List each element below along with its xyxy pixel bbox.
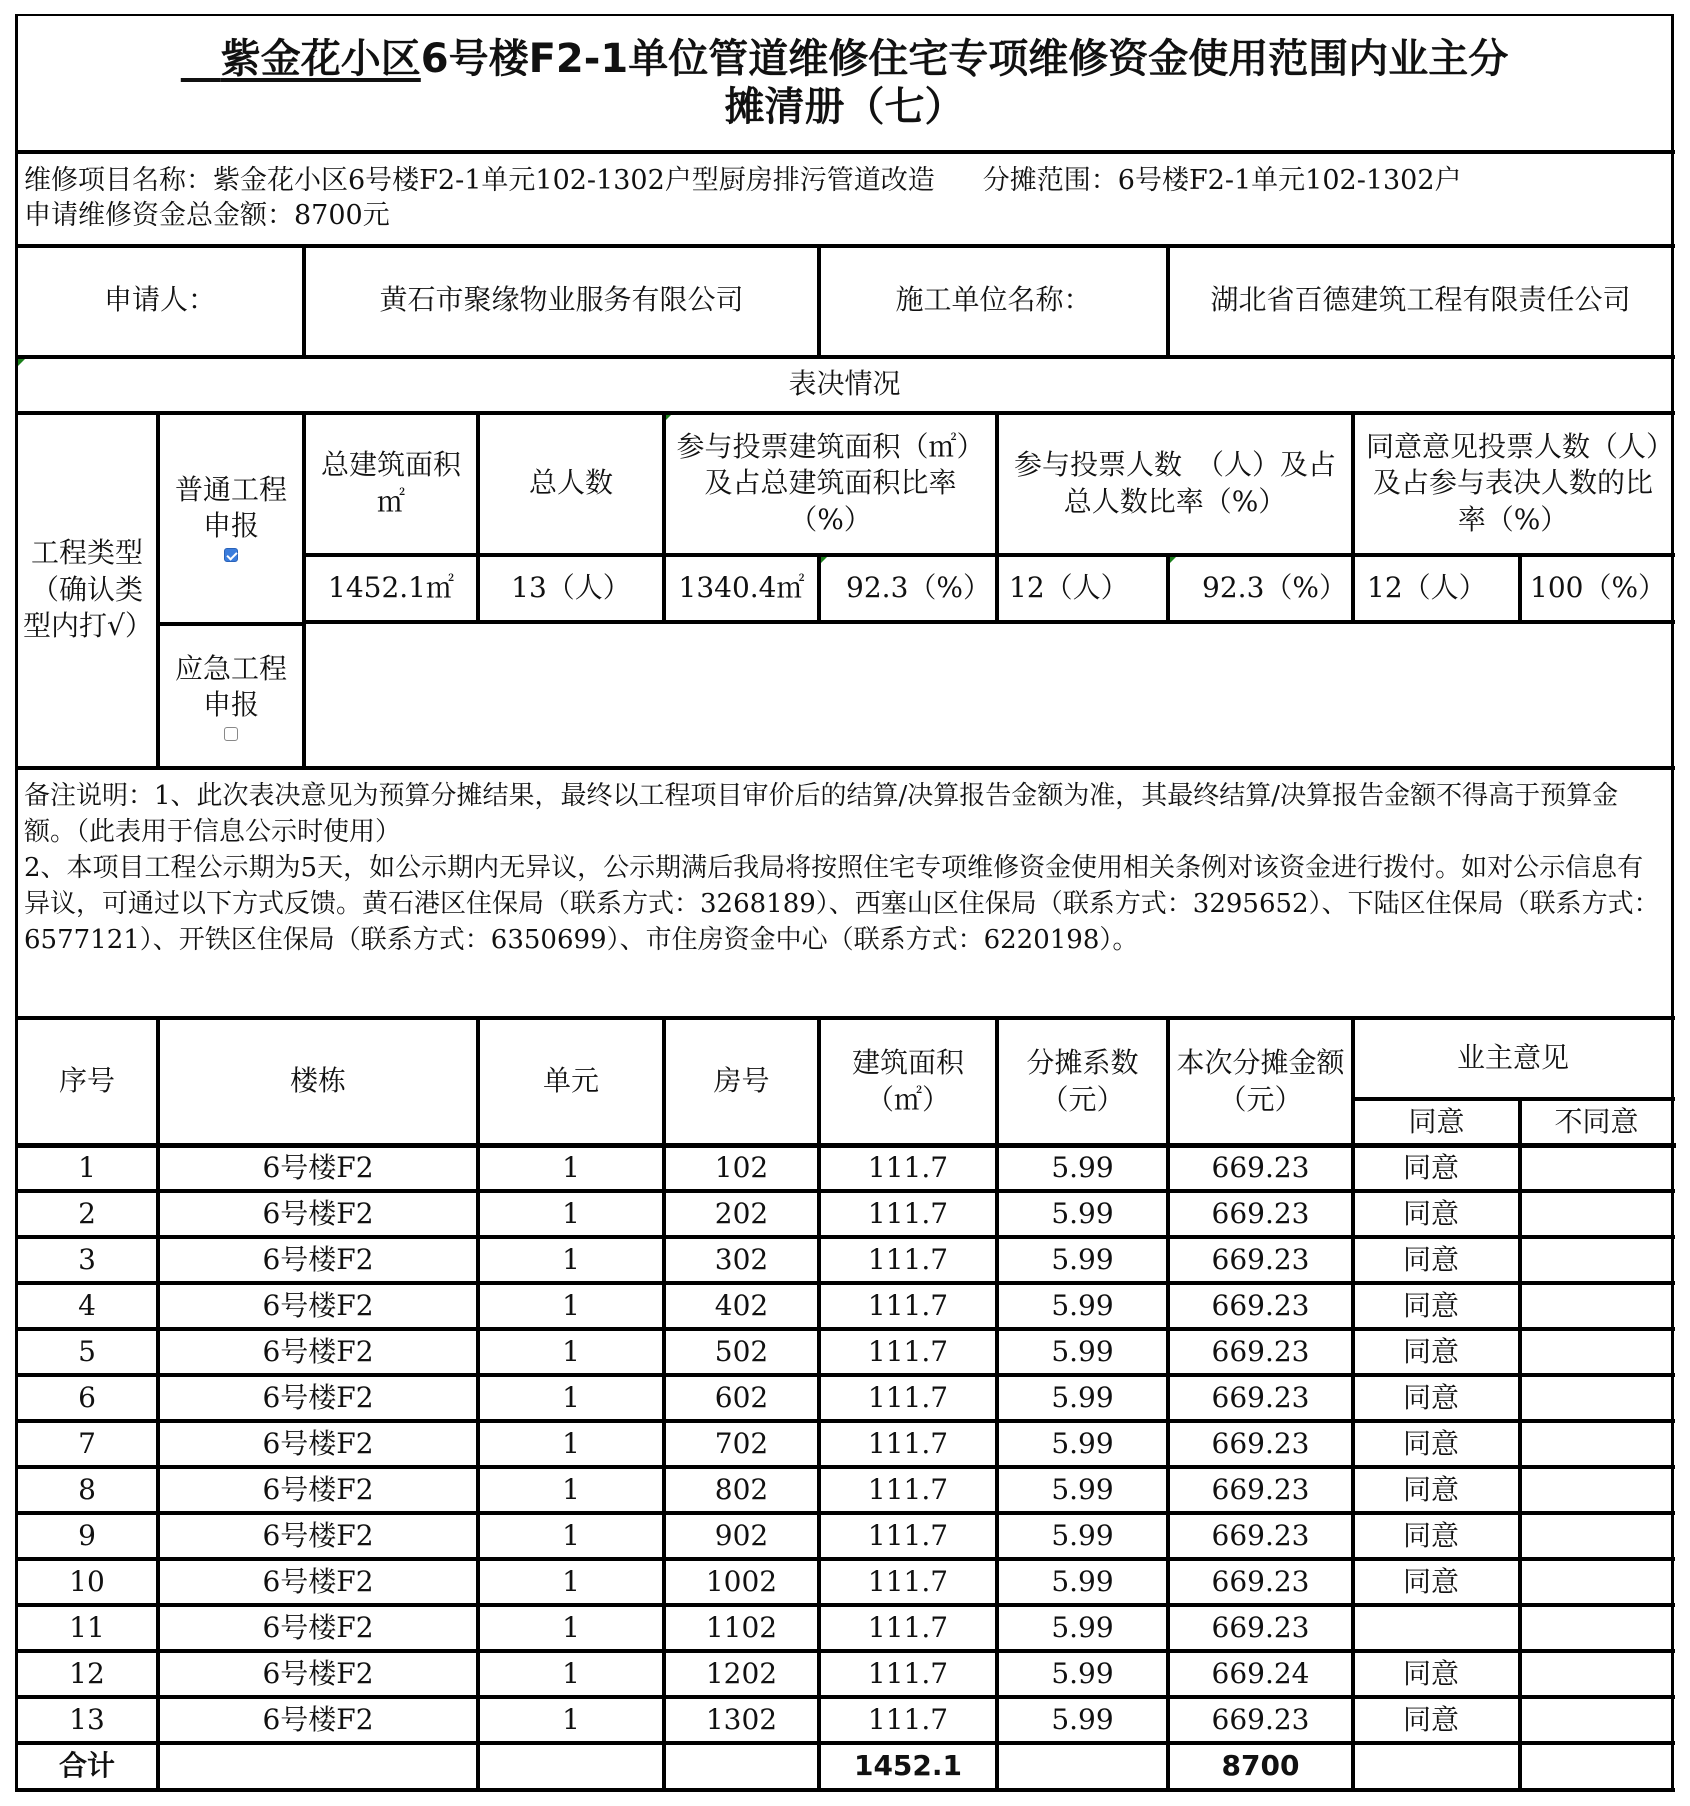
project-type-label: 工程类型（确认类型内打√）	[23, 536, 153, 643]
cell-area: 111.7	[867, 1518, 949, 1552]
cell-building: 6号楼F2	[262, 1380, 374, 1414]
grid-line	[15, 1373, 1675, 1377]
header-total-people: 总人数	[528, 466, 613, 500]
col-header-area: 建筑面积（㎡）	[851, 1046, 964, 1116]
cell-unit: 1	[562, 1150, 580, 1184]
grid-line	[995, 411, 999, 623]
header-voted-area: 参与投票建筑面积（㎡）及占总建筑面积比率（%）	[676, 429, 985, 536]
cell-room: 502	[714, 1334, 769, 1368]
emergency-project-option[interactable]	[160, 626, 302, 766]
cell-seq: 3	[78, 1242, 96, 1276]
cell-disagree	[1522, 1147, 1671, 1189]
grid-line	[1351, 411, 1355, 623]
value-voted-area-ratio: 92.3（%）	[846, 571, 991, 605]
col-header-amount: 本次分摊金额（元）	[1176, 1046, 1345, 1116]
cell-disagree	[1522, 1561, 1671, 1603]
col-header-room: 房号	[713, 1064, 770, 1098]
cell-amount: 669.23	[1211, 1242, 1310, 1276]
cell-room: 702	[714, 1426, 769, 1460]
note-1: 备注说明：1、此次表决意见为预算分摊结果，最终以工程项目审价后的结算/决算报告金额为准，其最终结算/决算报告金额不得高于预算金额。（此表用于信息公示时使用）	[24, 781, 1619, 847]
cell-seq: 4	[78, 1288, 96, 1322]
cell-area: 111.7	[867, 1426, 949, 1460]
cell-room: 1302	[705, 1702, 778, 1736]
grid-line	[15, 1235, 1675, 1239]
cell-seq: 13	[69, 1702, 105, 1736]
cell-room: 302	[714, 1242, 769, 1276]
cell-area: 111.7	[867, 1380, 949, 1414]
cell-coef: 5.99	[1051, 1518, 1114, 1552]
cell-amount: 669.23	[1211, 1150, 1310, 1184]
grid-line	[15, 1695, 1675, 1699]
cell-coef: 5.99	[1051, 1702, 1114, 1736]
grid-line	[15, 1419, 1675, 1423]
col-header-coef: 分摊系数（元）	[1026, 1046, 1139, 1116]
cell-building: 6号楼F2	[262, 1196, 374, 1230]
grid-line	[1351, 1097, 1675, 1101]
cell-area: 111.7	[867, 1288, 949, 1322]
cell-room: 802	[714, 1472, 769, 1506]
cell-amount: 669.23	[1211, 1518, 1310, 1552]
cell-seq: 5	[78, 1334, 96, 1368]
cell-coef: 5.99	[1051, 1472, 1114, 1506]
grid-line	[15, 150, 1675, 154]
cell-area: 111.7	[867, 1472, 949, 1506]
header-voted-people: 参与投票人数 （人）及占总人数比率（%）	[1013, 448, 1336, 518]
cell-building: 6号楼F2	[262, 1288, 374, 1322]
cell-disagree	[1522, 1607, 1671, 1649]
value-total-people: 13（人）	[511, 571, 631, 605]
grid-line	[302, 244, 306, 358]
emergency-project-checkbox[interactable]	[224, 727, 238, 741]
grid-line	[15, 1189, 1675, 1193]
header-agree-people: 同意意见投票人数（人）及占参与表决人数的比率（%）	[1365, 429, 1660, 536]
cell-area: 111.7	[867, 1334, 949, 1368]
grid-line	[1351, 1016, 1355, 1791]
grid-line	[476, 411, 480, 623]
cell-agree: 同意	[1403, 1518, 1460, 1552]
grid-line	[15, 14, 18, 1791]
cell-unit: 1	[562, 1426, 580, 1460]
normal-project-checkbox[interactable]	[224, 548, 238, 562]
grid-line	[15, 1557, 1675, 1561]
grid-line	[817, 1016, 821, 1791]
cell-area: 111.7	[867, 1610, 949, 1644]
cell-area: 111.7	[867, 1656, 949, 1690]
cell-unit: 1	[562, 1380, 580, 1414]
grid-line	[156, 411, 160, 769]
cell-disagree	[1522, 1239, 1671, 1281]
notes	[18, 770, 1671, 1016]
total-amount: 申请维修资金总金额：8700元	[24, 200, 390, 231]
title-line-2: 摊清册（七）	[724, 84, 965, 130]
comment-marker	[18, 358, 26, 366]
grid-line	[156, 1016, 160, 1791]
document-title	[18, 18, 1671, 148]
cell-unit: 1	[562, 1610, 580, 1644]
grid-line	[15, 1511, 1675, 1515]
cell-area: 111.7	[867, 1564, 949, 1598]
cell-coef: 5.99	[1051, 1426, 1114, 1460]
grid-line	[662, 411, 666, 623]
cell-unit: 1	[562, 1196, 580, 1230]
grid-line	[1166, 553, 1170, 623]
cell-unit: 1	[562, 1334, 580, 1368]
normal-project-label: 普通工程申报	[174, 472, 287, 542]
cell-coef: 5.99	[1051, 1242, 1114, 1276]
cell-amount: 669.23	[1211, 1426, 1310, 1460]
cell-coef: 5.99	[1051, 1656, 1114, 1690]
cell-seq: 11	[69, 1610, 105, 1644]
grid-line	[1518, 553, 1522, 623]
cell-amount: 669.24	[1211, 1656, 1310, 1690]
cell-building: 6号楼F2	[262, 1426, 374, 1460]
grid-line	[302, 553, 1675, 557]
cell-building: 6号楼F2	[262, 1150, 374, 1184]
grid-line	[15, 1143, 1676, 1148]
cell-amount: 669.23	[1211, 1288, 1310, 1322]
cell-unit: 1	[562, 1564, 580, 1598]
grid-line	[15, 1649, 1675, 1653]
grid-line	[15, 1016, 1675, 1020]
applicant-label: 申请人：	[103, 283, 216, 317]
cell-unit: 1	[562, 1242, 580, 1276]
note-2: 2、本项目工程公示期为5天，如公示期内无异议，公示期满后我局将按照住宅专项维修资金使用相关条例对该资金进行拨付。如对公示信息有异议，可通过以下方式反馈。黄石港区住保局（联系方式：3268189）、西塞山区住保局（联系方式：3295652）、下陆区住保局（联系方式：6577121）、开铁区住保局（联系方式：6350699）、市住房资金中心（联系方式：6220198）。	[24, 853, 1660, 955]
grid-line	[15, 1741, 1675, 1745]
col-header-agree: 同意	[1408, 1104, 1465, 1138]
grid-line	[15, 244, 1675, 248]
cell-area: 111.7	[867, 1702, 949, 1736]
cell-agree: 同意	[1403, 1334, 1460, 1368]
cell-room: 402	[714, 1288, 769, 1322]
cell-coef: 5.99	[1051, 1610, 1114, 1644]
cell-unit: 1	[562, 1656, 580, 1690]
cell-disagree	[1522, 1285, 1671, 1327]
grid-line	[1518, 1097, 1522, 1791]
total-area: 1452.1	[853, 1748, 963, 1782]
cell-disagree	[1522, 1699, 1671, 1741]
cell-disagree	[1522, 1653, 1671, 1695]
grid-line	[817, 244, 821, 358]
col-header-disagree: 不同意	[1554, 1104, 1639, 1138]
cell-disagree	[1522, 1423, 1671, 1465]
value-agree-people: 12（人）	[1367, 571, 1487, 605]
header-total-area: 总建筑面积㎡	[320, 448, 461, 518]
grid-line	[15, 1788, 1675, 1792]
cell-agree: 同意	[1403, 1150, 1460, 1184]
cell-seq: 6	[78, 1380, 96, 1414]
cell-building: 6号楼F2	[262, 1564, 374, 1598]
grid-line	[476, 1016, 480, 1791]
cell-disagree	[1522, 1193, 1671, 1235]
grid-line	[156, 622, 306, 626]
cell-amount: 669.23	[1211, 1380, 1310, 1414]
grid-line	[15, 1465, 1675, 1469]
cell-amount: 669.23	[1211, 1196, 1310, 1230]
cell-disagree	[1522, 1331, 1671, 1373]
grid-line	[302, 411, 306, 769]
cell-coef: 5.99	[1051, 1288, 1114, 1322]
value-total-area: 1452.1㎡	[328, 571, 454, 605]
cell-agree: 同意	[1403, 1656, 1460, 1690]
cell-building: 6号楼F2	[262, 1702, 374, 1736]
cell-unit: 1	[562, 1518, 580, 1552]
cell-seq: 8	[78, 1472, 96, 1506]
cell-seq: 10	[69, 1564, 105, 1598]
cell-building: 6号楼F2	[262, 1656, 374, 1690]
cell-amount: 669.23	[1211, 1564, 1310, 1598]
grid-line	[15, 766, 1675, 770]
cell-building: 6号楼F2	[262, 1472, 374, 1506]
value-voted-people-ratio: 92.3（%）	[1202, 571, 1347, 605]
cell-building: 6号楼F2	[262, 1242, 374, 1276]
grid-line	[1671, 14, 1674, 1791]
cell-amount: 669.23	[1211, 1334, 1310, 1368]
title-rest: 6号楼F2-1单位管道维修住宅专项维修资金使用范围内业主分	[420, 36, 1509, 82]
grid-line	[15, 411, 1675, 415]
cell-coef: 5.99	[1051, 1150, 1114, 1184]
value-agree-ratio: 100（%）	[1530, 571, 1667, 605]
cell-agree: 同意	[1403, 1564, 1460, 1598]
cell-agree: 同意	[1403, 1196, 1460, 1230]
cell-unit: 1	[562, 1288, 580, 1322]
applicant-value: 黄石市聚缘物业服务有限公司	[379, 283, 744, 317]
cell-room: 1202	[705, 1656, 778, 1690]
col-header-unit: 单元	[542, 1064, 599, 1098]
cell-seq: 7	[78, 1426, 96, 1460]
total-label: 合计	[58, 1748, 115, 1782]
cell-agree: 同意	[1403, 1242, 1460, 1276]
cell-building: 6号楼F2	[262, 1518, 374, 1552]
cell-amount: 669.23	[1211, 1472, 1310, 1506]
cell-agree: 同意	[1403, 1472, 1460, 1506]
title-underlined-part: 紫金花小区	[220, 36, 421, 82]
grid-line	[662, 1016, 666, 1791]
cell-room: 102	[714, 1150, 769, 1184]
cell-room: 1102	[705, 1610, 778, 1644]
grid-line	[302, 620, 1675, 624]
value-voted-people: 12（人）	[1009, 571, 1129, 605]
cell-area: 111.7	[867, 1242, 949, 1276]
cell-disagree	[1522, 1515, 1671, 1557]
cell-disagree	[1522, 1377, 1671, 1419]
grid-line	[15, 355, 1675, 359]
cell-amount: 669.23	[1211, 1610, 1310, 1644]
cell-seq: 12	[69, 1656, 105, 1690]
cell-area: 111.7	[867, 1150, 949, 1184]
cell-coef: 5.99	[1051, 1380, 1114, 1414]
grid-line	[15, 1281, 1675, 1285]
cell-agree: 同意	[1403, 1702, 1460, 1736]
cell-coef: 5.99	[1051, 1334, 1114, 1368]
project-name: 维修项目名称：紫金花小区6号楼F2-1单元102-1302户型厨房排污管道改造	[24, 164, 935, 196]
project-info	[18, 154, 1671, 242]
total-amount: 8700	[1221, 1748, 1300, 1782]
cell-coef: 5.99	[1051, 1196, 1114, 1230]
normal-project-option[interactable]	[160, 414, 302, 620]
cell-building: 6号楼F2	[262, 1334, 374, 1368]
cell-agree	[1355, 1607, 1518, 1649]
cell-unit: 1	[562, 1472, 580, 1506]
cell-coef: 5.99	[1051, 1564, 1114, 1598]
vote-section-title: 表决情况	[788, 366, 901, 400]
allocation-scope: 分摊范围：6号楼F2-1单元102-1302户	[982, 164, 1462, 196]
grid-line	[15, 1327, 1675, 1331]
col-header-opinion: 业主意见	[1456, 1041, 1569, 1075]
cell-seq: 1	[78, 1150, 96, 1184]
cell-amount: 669.23	[1211, 1702, 1310, 1736]
emergency-project-label: 应急工程申报	[174, 651, 287, 721]
contractor-value: 湖北省百德建筑工程有限责任公司	[1210, 283, 1631, 317]
cell-disagree	[1522, 1469, 1671, 1511]
grid-line	[15, 14, 1673, 16]
cell-room: 902	[714, 1518, 769, 1552]
cell-area: 111.7	[867, 1196, 949, 1230]
cell-agree: 同意	[1403, 1288, 1460, 1322]
cell-agree: 同意	[1403, 1380, 1460, 1414]
cell-seq: 2	[78, 1196, 96, 1230]
grid-line	[1166, 244, 1170, 358]
cell-room: 202	[714, 1196, 769, 1230]
cell-room: 1002	[705, 1564, 778, 1598]
cell-seq: 9	[78, 1518, 96, 1552]
cell-agree: 同意	[1403, 1426, 1460, 1460]
cell-building: 6号楼F2	[262, 1610, 374, 1644]
contractor-label: 施工单位名称：	[895, 283, 1092, 317]
title-line-1	[181, 35, 1508, 83]
grid-line	[995, 1016, 999, 1791]
col-header-seq: 序号	[58, 1064, 115, 1098]
grid-line	[15, 1603, 1675, 1607]
grid-line	[1166, 1016, 1170, 1791]
col-header-building: 楼栋	[289, 1064, 346, 1098]
cell-room: 602	[714, 1380, 769, 1414]
cell-unit: 1	[562, 1702, 580, 1736]
grid-line	[817, 553, 821, 623]
value-voted-area: 1340.4㎡	[678, 571, 805, 605]
